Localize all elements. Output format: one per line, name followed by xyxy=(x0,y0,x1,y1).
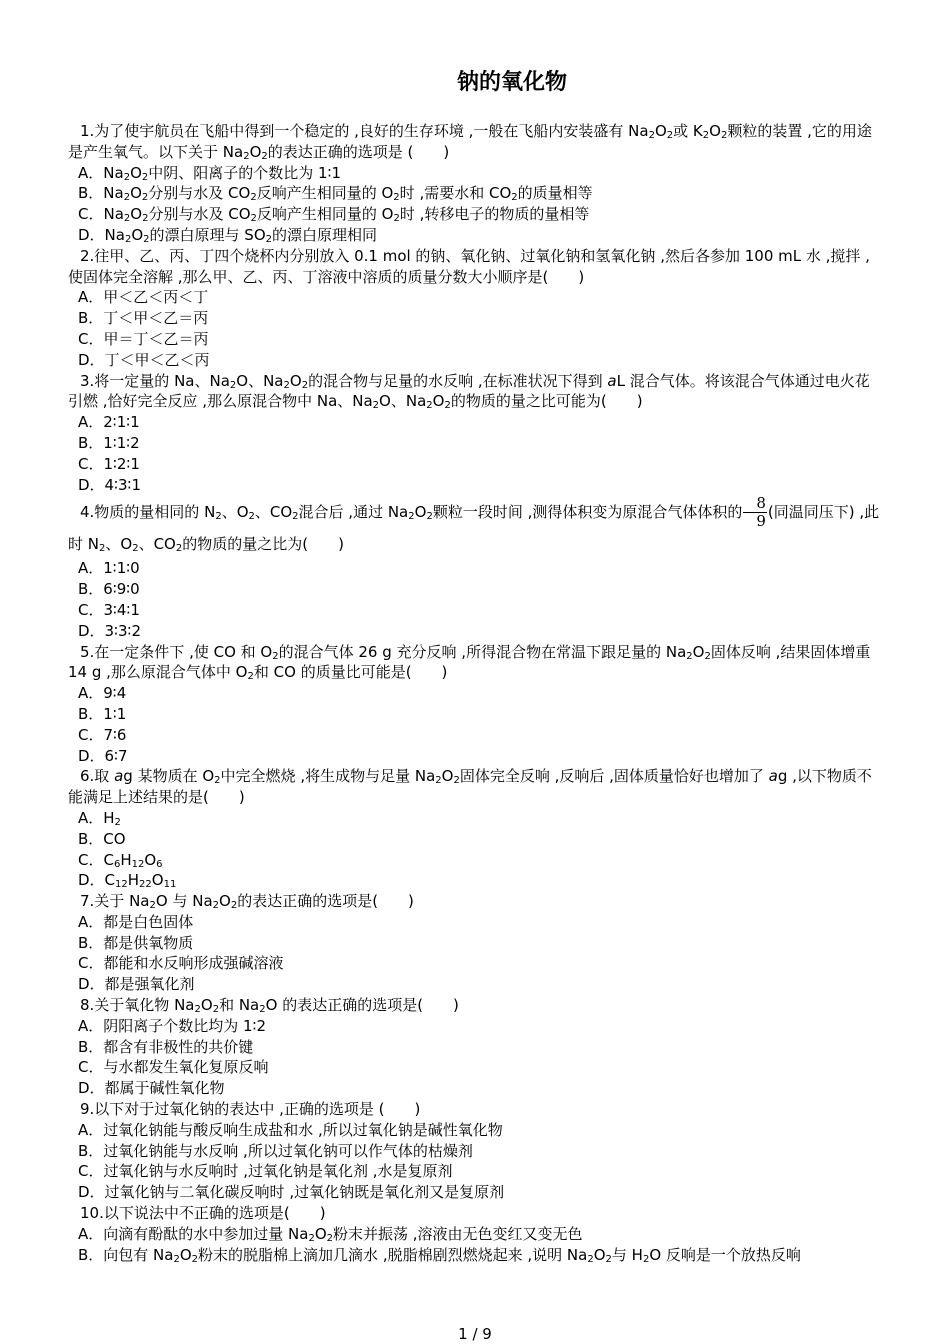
question-7-stem: 7.关于 $Na_2O$ 与 $Na_2O_2$的表达正确的选项是( ) xyxy=(80,892,414,912)
page-number: 1 / 9 xyxy=(458,1325,492,1343)
question-4-option-a: A．1∶1∶0 xyxy=(78,559,140,578)
question-4-option-d: D．3∶3∶2 xyxy=(78,621,141,640)
question-9-option-d: D．过氧化钠与二氧化碳反响时 ,过氧化钠既是氧化剂又是复原剂 xyxy=(78,1183,505,1202)
question-6-option-c: C．$C_6H_{12}O_6$ xyxy=(78,850,163,870)
question-4-stem: 4.物质的量相同的 $N_2$、$O_2$、$CO_2$混合后 ,通过 $Na_2O_2$颗粒一段时间 ,测得体积变为原混合气体体积的 $\frac{8}{9}$ (同温同压下) ,此时 $N_2$、$O_2$、$CO_2$的物质的量之比为( ) xyxy=(68,494,880,555)
question-3-stem: 3.将一定量的 Na、$Na_2O$、$Na_2O_2$的混合物与足量的水反响 ,在标准状况下得到 aL 混合气体。将该混合气体通过电火花引燃 ,恰好完全反应 ,那么原混合物中 Na、$Na_2O$、$Na_2O_2$的物质的量之比可能为( ) xyxy=(68,371,870,412)
question-8-option-a: A．阴阳离子个数比均为 1∶2 xyxy=(78,1016,267,1035)
question-4-option-c: C．3∶4∶1 xyxy=(78,600,140,619)
question-10-stem: 10.以下说法中不正确的选项是( ) xyxy=(80,1204,326,1223)
question-5-option-a: A．9∶4 xyxy=(78,684,127,703)
question-4-option-b: B．6∶9∶0 xyxy=(78,580,140,599)
question-8-option-d: D．都属于碱性氧化物 xyxy=(78,1079,225,1098)
question-3-option-c: C．1∶2∶1 xyxy=(78,454,140,473)
question-1-option-d: D．$Na_2O_2$的漂白原理与 $SO_2$的漂白原理相同 xyxy=(78,225,378,245)
question-6-option-a: A．$H_2$ xyxy=(78,808,121,828)
question-10-option-b: B．向包有 $Na_2O_2$粉末的脱脂棉上滴加几滴水 ,脱脂棉剧烈燃烧起来 ,说明 $Na_2O_2$与 $H_2O$ 反响是一个放热反响 xyxy=(78,1245,801,1265)
question-8-option-c: C．与水都发生氧化复原反响 xyxy=(78,1058,269,1077)
question-1-option-c: C．$Na_2O_2$分别与水及 $CO_2$反响产生相同量的 $O_2$时 ,转移电子的物质的量相等 xyxy=(78,205,590,225)
question-3-option-d: D．4∶3∶1 xyxy=(78,475,141,494)
fraction-eight-ninths: $\frac{8}{9}$ xyxy=(743,495,767,530)
question-2-option-a: A．甲＜乙＜丙＜丁 xyxy=(78,288,209,307)
question-9-stem: 9.以下对于过氧化钠的表达中 ,正确的选项是 ( ) xyxy=(80,1100,421,1119)
question-3-option-a: A．2∶1∶1 xyxy=(78,413,140,432)
question-7-option-d: D．都是强氧化剂 xyxy=(78,975,195,994)
question-1-option-a: A．$Na_2O_2$中阴、阳离子的个数比为 1∶1 xyxy=(78,163,342,183)
question-6-option-d: D．$C_{12}H_{22}O_{11}$ xyxy=(78,871,177,891)
question-9-option-b: B．过氧化钠能与水反响 ,所以过氧化钠可以作气体的枯燥剂 xyxy=(78,1141,473,1160)
question-2-option-d: D．丁＜甲＜乙＜丙 xyxy=(78,350,210,369)
question-2-option-c: C．甲＝丁＜乙＝丙 xyxy=(78,329,209,348)
question-6-stem: 6.取 ag 某物质在 $O_2$中完全燃烧 ,将生成物与足量 $Na_2O_2$固体完全反响 ,反响后 ,固体质量恰好也增加了 ag ,以下物质不能满足上述结果的是( ) xyxy=(68,767,872,807)
page-title: 钠的氧化物 xyxy=(456,70,567,95)
question-1-option-b: B．$Na_2O_2$分别与水及 $CO_2$反响产生相同量的 $O_2$时 ,需要水和 $CO_2$的质量相等 xyxy=(78,184,593,204)
question-7-option-a: A．都是白色固体 xyxy=(78,912,194,931)
question-5-option-d: D．6∶7 xyxy=(78,746,128,765)
question-9-option-a: A．过氧化钠能与酸反响生成盐和水 ,所以过氧化钠是碱性氧化物 xyxy=(78,1120,503,1139)
question-5-option-b: B．1∶1 xyxy=(78,704,127,723)
question-7-option-b: B．都是供氧物质 xyxy=(78,933,194,952)
question-6-option-b: B．CO xyxy=(78,829,126,848)
question-5-option-c: C．7∶6 xyxy=(78,725,127,744)
question-7-option-c: C．都能和水反响形成强碱溶液 xyxy=(78,954,284,973)
question-8-stem: 8.关于氧化物 $Na_2O_2$和 $Na_2O$ 的表达正确的选项是( ) xyxy=(80,996,459,1016)
question-1-stem: 1.为了使宇航员在飞船中得到一个稳定的 ,良好的生存环境 ,一般在飞船内安装盛有 $Na_2O_2$或 $K_2O_2$颗粒的装置 ,它的用途是产生氧气。以下关于 $Na_2O_2$的表达正确的选项是 ( ) xyxy=(68,122,872,162)
question-5-stem: 5.在一定条件下 ,使 CO 和 $O_2$的混合气体 26 g 充分反响 ,所得混合物在常温下跟足量的 $Na_2O_2$固体反响 ,结果固体增重 14 g ,那么原混合气体中 $O_2$和 CO 的质量比可能是( ) xyxy=(68,642,871,683)
question-8-option-b: B．都含有非极性的共价键 xyxy=(78,1037,254,1056)
question-2-option-b: B．丁＜甲＜乙＝丙 xyxy=(78,309,209,328)
question-2-stem: 2.往甲、乙、丙、丁四个烧杯内分别放入 0.1 mol 的钠、氧化钠、过氧化钠和氢氧化钠 ,然后各参加 100 mL 水 ,搅拌 ,使固体完全溶解 ,那么甲、乙、丙、丁溶液中溶质的质量分数大小顺序是( ) xyxy=(68,246,870,286)
question-10-option-a: A．向滴有酚酞的水中参加过量 $Na_2O_2$粉末并振荡 ,溶液由无色变红又变无色 xyxy=(78,1224,583,1244)
question-3-option-b: B．1∶1∶2 xyxy=(78,433,140,452)
question-list xyxy=(68,121,883,1265)
question-9-option-c: C．过氧化钠与水反响时 ,过氧化钠是氧化剂 ,水是复原剂 xyxy=(78,1162,453,1181)
